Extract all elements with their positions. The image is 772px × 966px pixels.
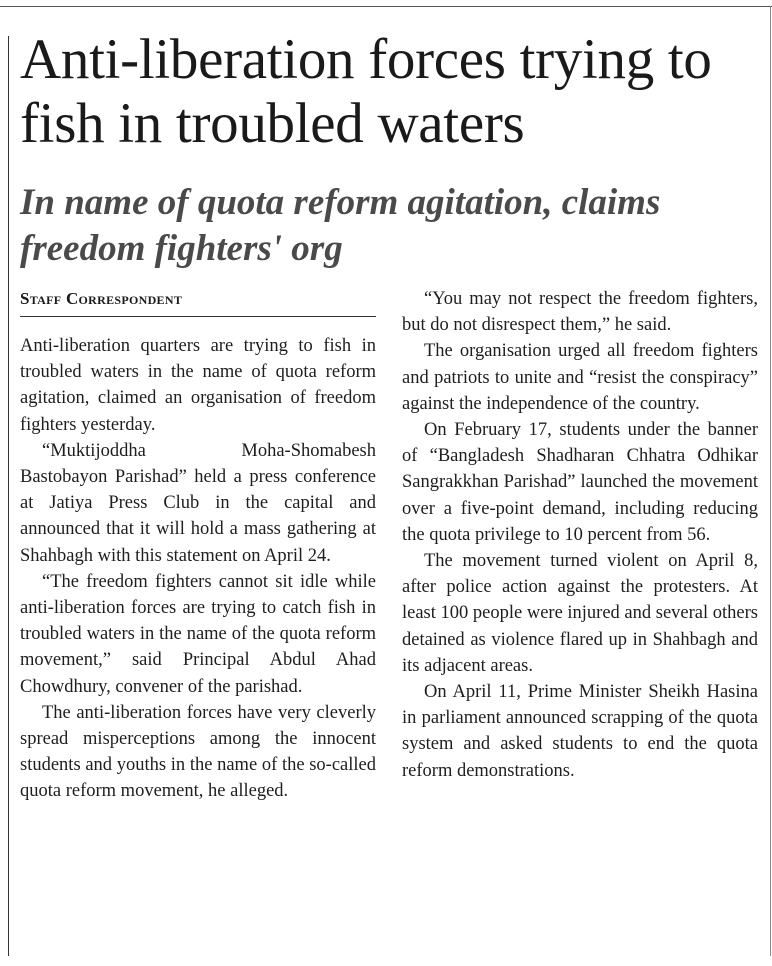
paragraph: On February 17, students under the banner of “Bangladesh Shadharan Chhatra Odhikar Sangrakkhan Parishad” launched the movement over a five-point demand, including reducing the quota privilege to 10 percent from 56. xyxy=(402,420,758,545)
headline: Anti-liberation forces trying to fish in troubled waters xyxy=(20,28,712,155)
right-column xyxy=(402,286,758,784)
paragraph: “The freedom fighters cannot sit idle while anti-liberation forces are trying to catch fish in troubled waters in the name of the quota reform movement,” said Principal Abdul Ahad Chowdhury, convener of the parishad. xyxy=(20,571,376,697)
paragraph: “Muktijoddha Moha-Shomabesh Bastobayon Parishad” held a press conference at Jatiya Press Club in the capital and announced that it will hold a mass gathering at Shahbagh with this statement on April 24. xyxy=(20,440,376,566)
top-rule xyxy=(0,6,772,7)
paragraph: “You may not respect the freedom fighters, but do not disrespect them,” he said. xyxy=(402,289,758,336)
paragraph: The organisation urged all freedom fighters and patriots to unite and “resist the conspiracy” against the independence of the country. xyxy=(402,341,758,414)
paragraph: Anti-liberation quarters are trying to fish in troubled waters in the name of quota reform agitation, claimed an organisation of freedom fighters yesterday. xyxy=(20,336,376,435)
subheadline: In name of quota reform agitation, claims freedom fighters' org xyxy=(20,182,661,269)
left-column xyxy=(20,333,376,805)
paragraph: The movement turned violent on April 8, after police action against the protesters. At least 100 people were injured and several others detained as violence flared up in Shahbagh and its adjacent areas. xyxy=(402,551,758,676)
byline: Staff Correspondent xyxy=(20,288,376,317)
left-column-rule xyxy=(8,36,9,956)
right-edge-rule xyxy=(770,6,771,956)
paragraph: The anti-liberation forces have very cleverly spread misperceptions among the innocent students and youths in the name of the so-called quota reform movement, he alleged. xyxy=(20,702,376,802)
paragraph: On April 11, Prime Minister Sheikh Hasina in parliament announced scrapping of the quota system and asked students to end the quota reform demonstrations. xyxy=(402,682,758,781)
